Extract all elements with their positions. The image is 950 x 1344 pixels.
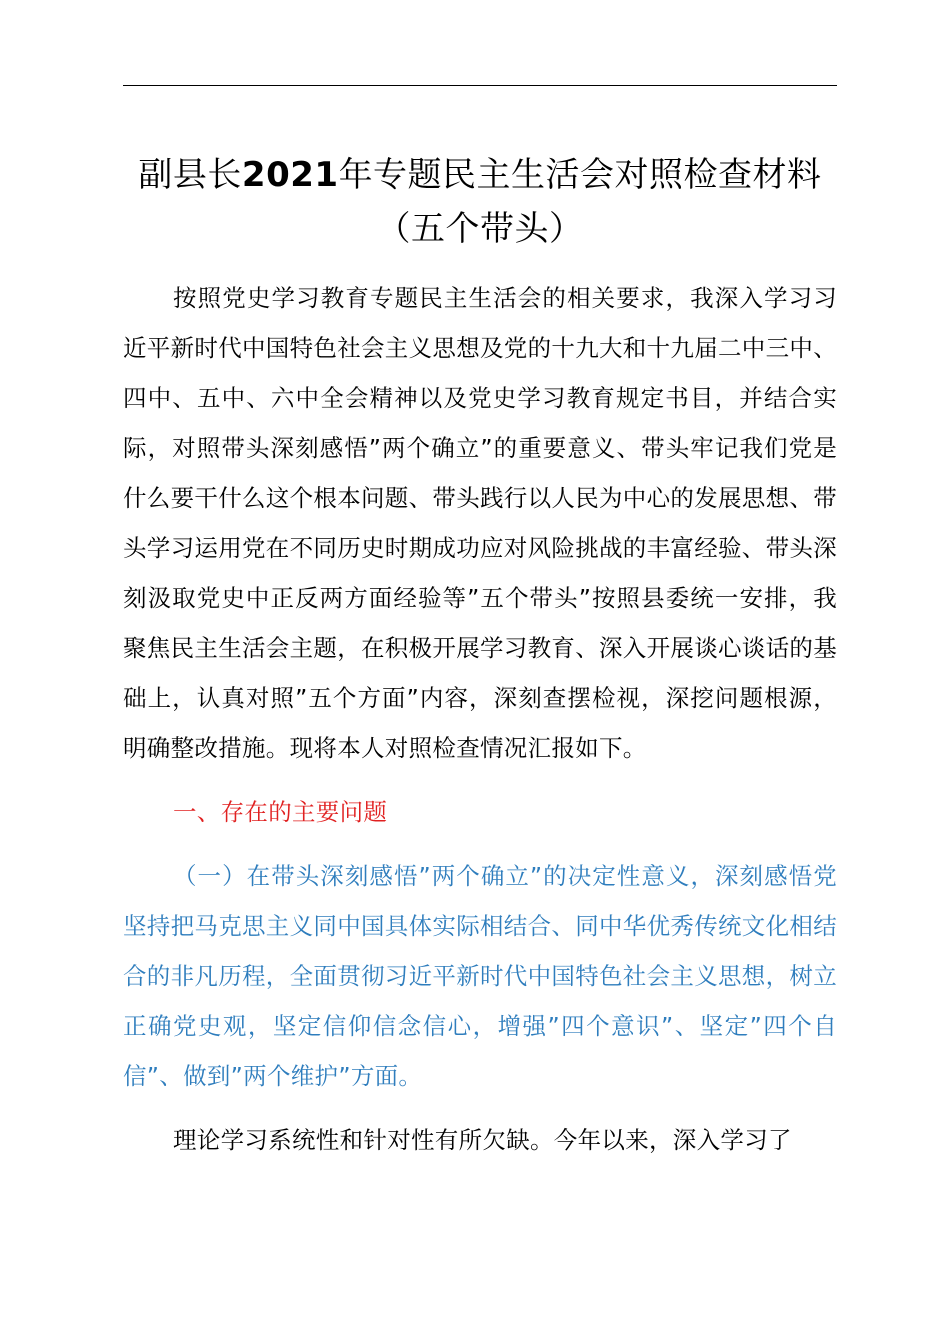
- document-title: [123, 148, 837, 256]
- title-year: 2021: [241, 155, 339, 195]
- body-paragraph: 理论学习系统性和针对性有所欠缺。今年以来，深入学习了: [173, 1126, 792, 1154]
- title-suffix: 年专题民主生活会对照检查材料: [338, 155, 822, 195]
- header-rule: [123, 85, 837, 86]
- title-line2: （五个带头）: [376, 209, 584, 249]
- section-heading: 一、存在的主要问题: [173, 798, 388, 826]
- document-body: [123, 273, 837, 1165]
- intro-paragraph: 按照党史学习教育专题民主生活会的相关要求，我深入学习习近平新时代中国特色社会主义思想及党的十九大和十九届二中三中、四中、五中、六中全会精神以及党史学习教育规定书目，并结合实际，对照带头深刻感悟”两个确立”的重要意义、带头牢记我们党是什么要干什么这个根本问题、带头践行以人民为中心的发展思想、带头学习运用党在不同历史时期成功应对风险挑战的丰富经验、带头深刻汲取党史中正反两方面经验等”五个带头”按照县委统一安排，我聚焦民主生活会主题，在积极开展学习教育、深入开展谈心谈话的基础上，认真对照”五个方面”内容，深刻查摆检视，深挖问题根源，明确整改措施。现将本人对照检查情况汇报如下。: [123, 284, 837, 762]
- title-prefix: 副县长: [138, 155, 242, 195]
- subsection-heading: （一）在带头深刻感悟”两个确立”的决定性意义，深刻感悟党坚持把马克思主义同中国具体实际相结合、同中华优秀传统文化相结合的非凡历程，全面贯彻习近平新时代中国特色社会主义思想，树立正确党史观，坚定信仰信念信心，增强”四个意识”、坚定”四个自信”、做到”两个维护”方面。: [123, 862, 837, 1090]
